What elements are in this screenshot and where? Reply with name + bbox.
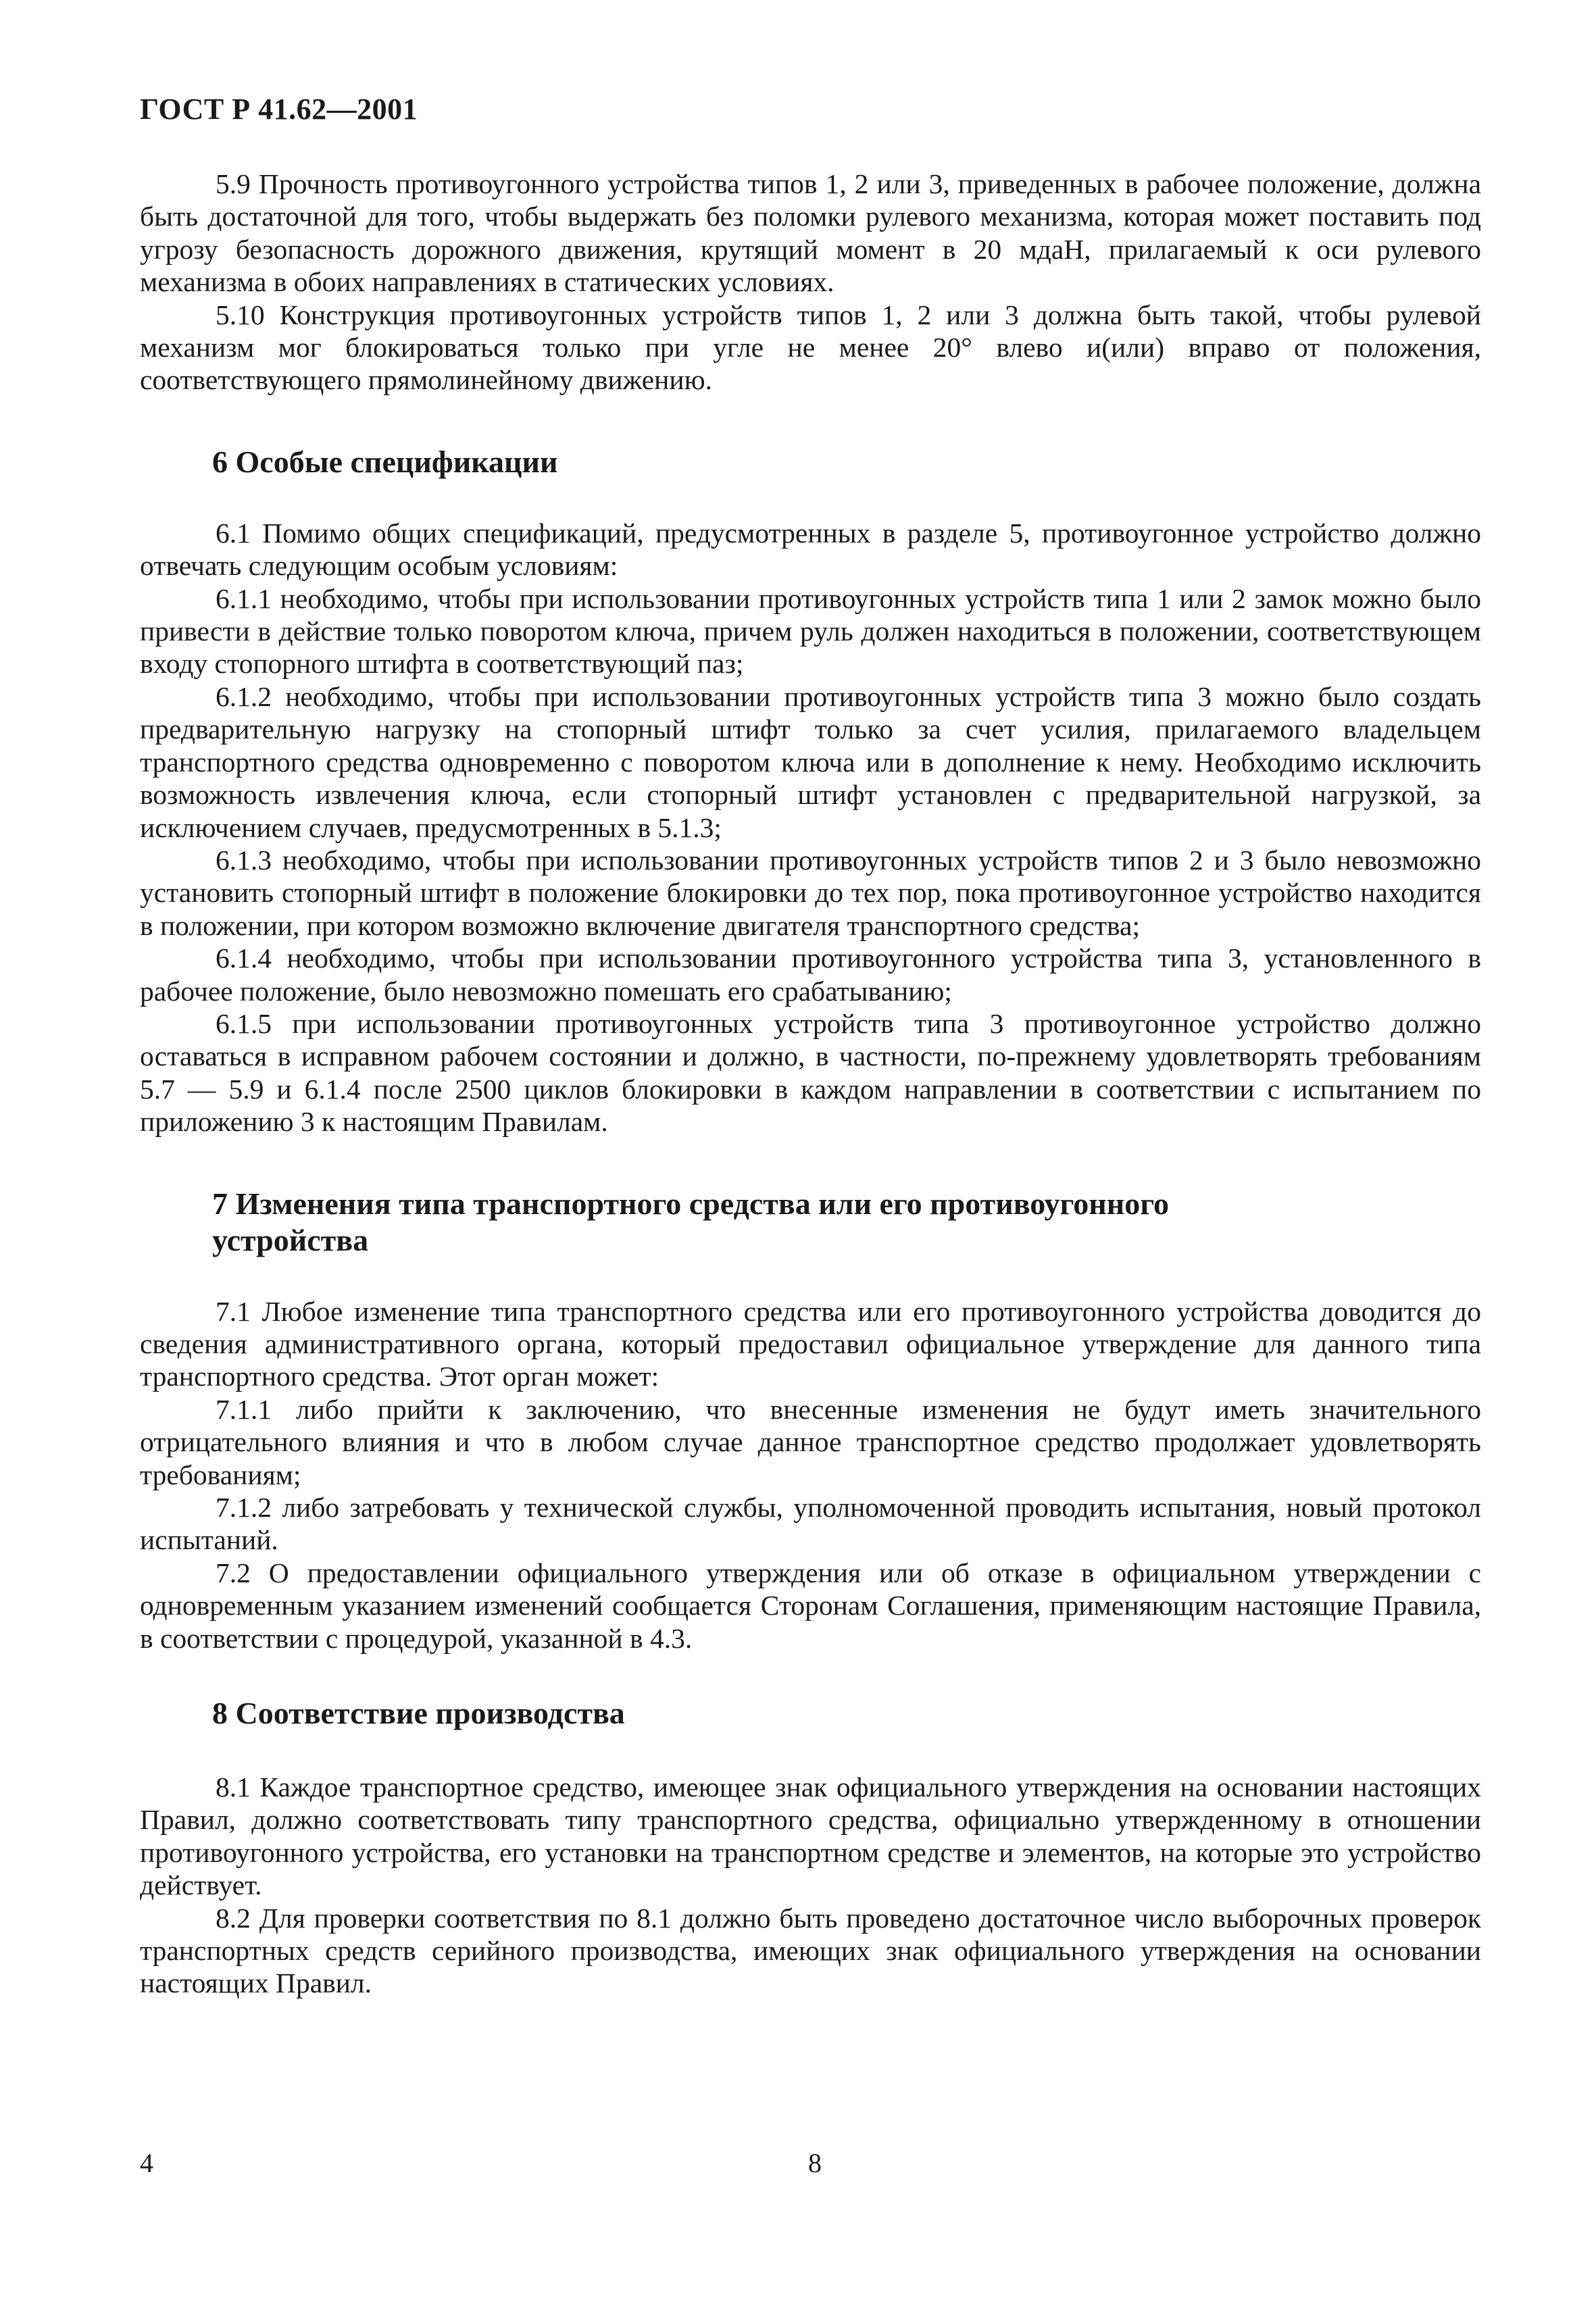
paragraph-5-10: 5.10 Конструкция противоугонных устройств типов 1, 2 или 3 должна быть такой, чтобы рулевой механизм мог блокироваться только при угле не менее 20° влево и(или) вправо от положения, соответствующего прямолинейному движению. xyxy=(140,299,1481,396)
paragraph-7-2: 7.2 О предоставлении официального утверждения или об отказе в официальном утверждении с одновременным указанием изменений сообщается Сторонам Соглашения, применяющим настоящие Правила, в соответствии с процедурой, указанной в 4.3. xyxy=(140,1557,1481,1654)
section-7-heading: 7 Изменения типа транспортного средства или его противоугонного устройства xyxy=(212,1186,1170,1257)
page-number-center: 8 xyxy=(808,2148,822,2178)
paragraph-8-1: 8.1 Каждое транспортное средство, имеющее знак официального утверждения на основании настоящих Правил, должно соответствовать типу транспортного средства, официально утвержденному в отношении противоугонного устройства, его установки на транспортном средстве и элементов, на которые это устройство действует. xyxy=(140,1771,1481,1901)
document-header: ГОСТ Р 41.62—2001 xyxy=(140,93,418,126)
document-body xyxy=(140,168,1481,2000)
paragraph-7-1: 7.1 Любое изменение типа транспортного средства или его противоугонного устройства доводится до сведения административного органа, который предоставил официальное утверждение для данного типа транспортного средства. Этот орган может: xyxy=(140,1295,1481,1392)
section-8-heading: 8 Соответствие производства xyxy=(212,1696,625,1731)
paragraph-6-1-3: 6.1.3 необходимо, чтобы при использовании противоугонных устройств типов 2 и 3 было невозможно установить стопорный штифт в положение блокировки до тех пор, пока противоугонное устройство находится в положении, при котором возможно включение двигателя транспортного средства; xyxy=(140,844,1481,941)
paragraph-5-9: 5.9 Прочность противоугонного устройства типов 1, 2 или 3, приведенных в рабочее положение, должна быть достаточной для того, чтобы выдержать без поломки рулевого механизма, которая может поставить под угрозу безопасность дорожного движения, крутящий момент в 20 мдаН, прилагаемый к оси рулевого механизма в обоих направлениях в статических условиях. xyxy=(140,168,1481,298)
paragraph-7-1-2: 7.1.2 либо затребовать у технической службы, уполномоченной проводить испытания, новый протокол испытаний. xyxy=(140,1492,1481,1556)
paragraph-8-2: 8.2 Для проверки соответствия по 8.1 должно быть проведено достаточное число выборочных проверок транспортных средств серийного производства, имеющих знак официального утверждения на основании настоящих Правил. xyxy=(140,1902,1481,1999)
paragraph-6-1-4: 6.1.4 необходимо, чтобы при использовании противоугонного устройства типа 3, установленного в рабочее положение, было невозможно помешать его срабатыванию; xyxy=(140,942,1481,1007)
paragraph-6-1-5: 6.1.5 при использовании противоугонных устройств типа 3 противоугонное устройство должно оставаться в исправном рабочем состоянии и должно, в частности, по-прежнему удовлетворять требованиям 5.7 — 5.9 и 6.1.4 после 2500 циклов блокировки в каждом направлении в соответствии с испытанием по приложению 3 к настоящим Правилам. xyxy=(140,1007,1481,1138)
paragraph-6-1-2: 6.1.2 необходимо, чтобы при использовании противоугонных устройств типа 3 можно было создать предварительную нагрузку на стопорный штифт только за счет усилия, прилагаемого владельцем транспортного средства одновременно с поворотом ключа или в дополнение к нему. Необходимо исключить возможность извлечения ключа, если стопорный штифт установлен с предварительной нагрузкой, за исключением случаев, предусмотренных в 5.1.3; xyxy=(140,680,1481,843)
page-number-left: 4 xyxy=(140,2148,153,2178)
paragraph-6-1: 6.1 Помимо общих спецификаций, предусмотренных в разделе 5, противоугонное устройство должно отвечать следующим особым условиям: xyxy=(140,517,1481,582)
paragraph-6-1-1: 6.1.1 необходимо, чтобы при использовании противоугонных устройств типа 1 или 2 замок можно было привести в действие только поворотом ключа, причем руль должен находиться в положении, соответствующем входу стопорного штифта в соответствующий паз; xyxy=(140,582,1481,680)
section-6-heading: 6 Особые спецификации xyxy=(212,444,558,479)
paragraph-7-1-1: 7.1.1 либо прийти к заключению, что внесенные изменения не будут иметь значительного отрицательного влияния и что в любом случае данное транспортное средство продолжает удовлетворять требованиям; xyxy=(140,1393,1481,1490)
